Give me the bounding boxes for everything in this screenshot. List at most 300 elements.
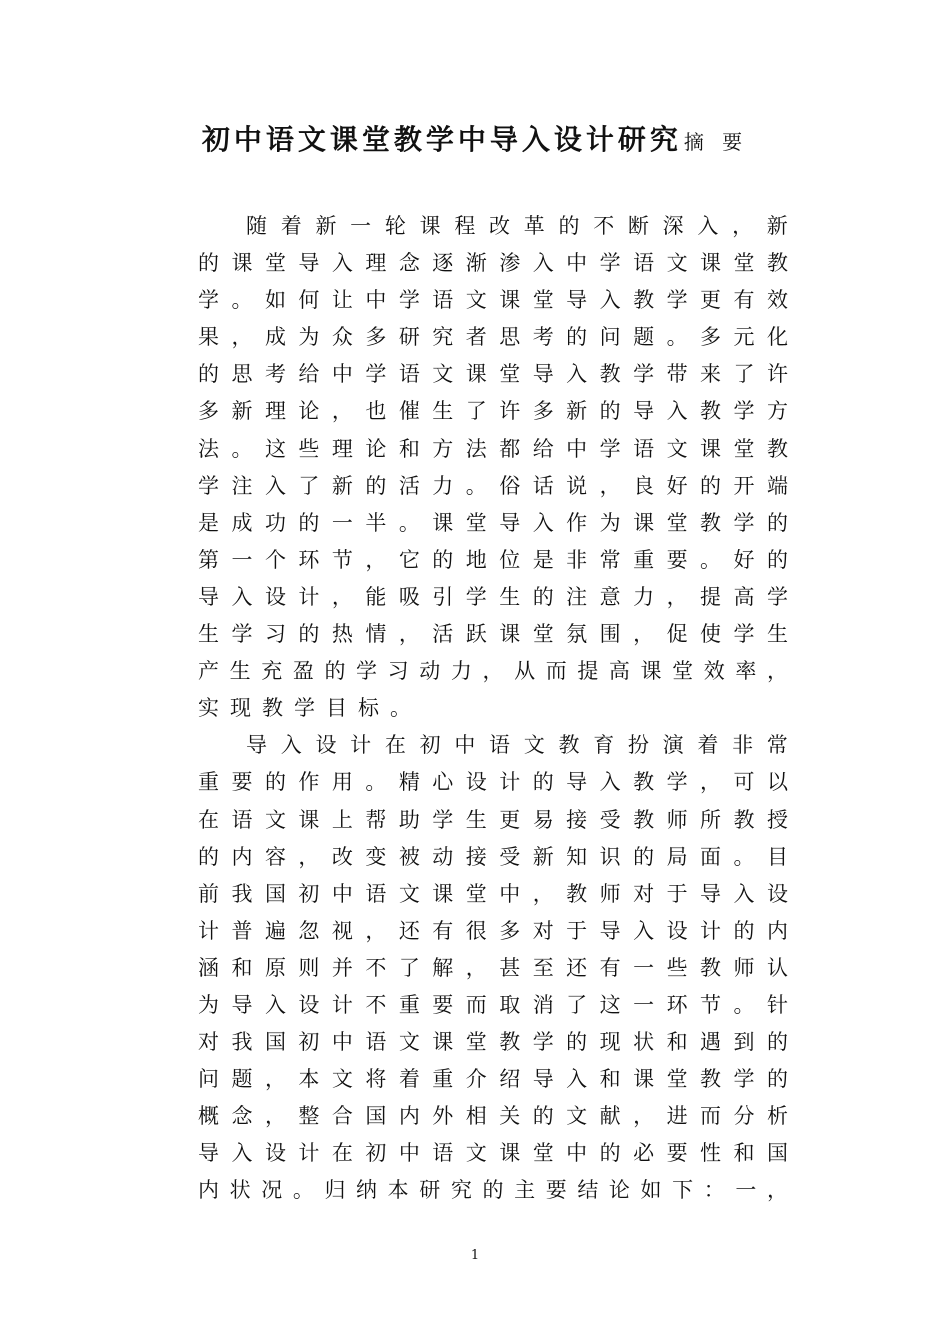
text-glyph: 教 bbox=[766, 436, 788, 461]
text-glyph: 半 bbox=[365, 510, 387, 535]
text-glyph: 堂 bbox=[532, 1141, 554, 1166]
text-glyph: 课 bbox=[499, 288, 521, 313]
text-glyph: 入 bbox=[532, 510, 554, 535]
text-glyph: 生 bbox=[229, 659, 251, 684]
text-glyph: 语 bbox=[432, 288, 454, 313]
text-glyph: 力 bbox=[633, 584, 655, 609]
title-main: 初中语文课堂教学中导入设计研究 bbox=[201, 123, 682, 156]
text-glyph: 。 bbox=[733, 844, 755, 869]
text-glyph: 常 bbox=[766, 733, 788, 758]
text-glyph: 入 bbox=[599, 770, 621, 795]
text-glyph: 考 bbox=[532, 325, 554, 350]
text-glyph: 课 bbox=[432, 510, 454, 535]
text-glyph: 学 bbox=[633, 362, 655, 387]
text-glyph: 中 bbox=[499, 881, 521, 906]
text-glyph: 这 bbox=[599, 992, 621, 1017]
text-glyph: 的 bbox=[700, 473, 722, 498]
text-glyph: 带 bbox=[666, 362, 688, 387]
text-glyph: 考 bbox=[264, 362, 286, 387]
text-line bbox=[198, 876, 788, 913]
text-glyph: 现 bbox=[230, 696, 251, 721]
text-glyph: 思 bbox=[499, 325, 521, 350]
text-glyph: 面 bbox=[700, 844, 722, 869]
text-glyph: 随 bbox=[246, 214, 267, 238]
text-glyph: 堂 bbox=[499, 362, 521, 387]
text-glyph: 有 bbox=[599, 955, 621, 980]
text-glyph: 学 bbox=[432, 807, 454, 832]
text-glyph: 初 bbox=[419, 733, 441, 758]
text-glyph: 导 bbox=[566, 770, 588, 795]
page-number: 1 bbox=[470, 1248, 480, 1263]
text-glyph: 文 bbox=[523, 733, 545, 758]
text-glyph: 法 bbox=[198, 436, 219, 461]
text-glyph: 助 bbox=[398, 807, 420, 832]
text-glyph: 状 bbox=[229, 1178, 251, 1203]
text-glyph: 容 bbox=[264, 844, 286, 869]
text-glyph: 到 bbox=[733, 1030, 755, 1055]
text-glyph: 。 bbox=[700, 547, 722, 572]
text-glyph: 内 bbox=[398, 1104, 420, 1129]
text-line bbox=[198, 319, 788, 356]
text-glyph: 堂 bbox=[264, 251, 286, 276]
text-glyph: 给 bbox=[532, 436, 554, 461]
text-glyph: 初 bbox=[298, 1030, 320, 1055]
text-glyph: 对 bbox=[198, 1030, 219, 1055]
text-glyph: 着 bbox=[398, 1067, 420, 1092]
text-glyph: 变 bbox=[365, 844, 387, 869]
text-glyph: 对 bbox=[633, 881, 655, 906]
text-line bbox=[198, 431, 788, 468]
text-glyph: 语 bbox=[633, 251, 655, 276]
text-line bbox=[198, 764, 788, 801]
text-glyph: 性 bbox=[700, 1141, 722, 1166]
text-glyph: 的 bbox=[633, 844, 655, 869]
text-glyph: 课 bbox=[700, 436, 722, 461]
text-glyph: ， bbox=[666, 584, 688, 609]
text-glyph: 纳 bbox=[356, 1178, 378, 1203]
text-glyph: 认 bbox=[766, 955, 788, 980]
text-glyph: 了 bbox=[398, 955, 420, 980]
text-glyph: ， bbox=[532, 881, 554, 906]
text-glyph: 入 bbox=[566, 362, 588, 387]
text-glyph: 环 bbox=[298, 547, 320, 572]
text-glyph: 和 bbox=[733, 1141, 755, 1166]
text-glyph: 题 bbox=[231, 1067, 253, 1092]
text-glyph: 的 bbox=[365, 473, 387, 498]
text-glyph: 方 bbox=[432, 436, 454, 461]
text-glyph: 吸 bbox=[398, 584, 420, 609]
text-glyph: 活 bbox=[398, 473, 420, 498]
text-glyph: 作 bbox=[298, 770, 320, 795]
text-glyph: 成 bbox=[231, 510, 253, 535]
text-glyph: 充 bbox=[261, 659, 283, 684]
text-glyph: 文 bbox=[666, 251, 688, 276]
text-glyph: 并 bbox=[331, 955, 353, 980]
text-glyph: 学 bbox=[398, 288, 420, 313]
text-glyph: 催 bbox=[398, 399, 420, 424]
text-glyph: 知 bbox=[566, 844, 588, 869]
text-line bbox=[198, 393, 788, 430]
text-glyph: 上 bbox=[331, 807, 353, 832]
text-glyph: 从 bbox=[514, 659, 536, 684]
text-glyph: 学 bbox=[599, 436, 621, 461]
text-glyph: 动 bbox=[419, 659, 441, 684]
text-glyph: 渗 bbox=[499, 251, 521, 276]
text-glyph: 教 bbox=[566, 881, 588, 906]
text-glyph: 导 bbox=[198, 584, 219, 609]
text-line bbox=[198, 1172, 788, 1209]
text-glyph: 本 bbox=[387, 1178, 409, 1203]
text-glyph: 新 bbox=[331, 473, 353, 498]
text-line bbox=[198, 208, 788, 245]
text-glyph: 高 bbox=[608, 659, 630, 684]
text-glyph: 论 bbox=[365, 436, 387, 461]
text-glyph: 以 bbox=[766, 770, 788, 795]
text-glyph: 不 bbox=[365, 955, 387, 980]
text-glyph: 力 bbox=[450, 659, 472, 684]
text-glyph: 的 bbox=[566, 325, 588, 350]
text-glyph: 的 bbox=[566, 1030, 588, 1055]
text-glyph: ， bbox=[365, 918, 387, 943]
text-glyph: 将 bbox=[365, 1067, 387, 1092]
text-glyph: 高 bbox=[733, 584, 755, 609]
text-glyph: 些 bbox=[666, 955, 688, 980]
text-glyph: 还 bbox=[566, 955, 588, 980]
text-glyph: 课 bbox=[640, 659, 662, 684]
text-glyph: 中 bbox=[331, 1030, 353, 1055]
text-glyph: 一 bbox=[633, 955, 655, 980]
text-glyph: 设 bbox=[264, 584, 286, 609]
text-glyph: 入 bbox=[280, 733, 302, 758]
text-glyph: 中 bbox=[566, 251, 588, 276]
text-glyph: 良 bbox=[633, 473, 655, 498]
text-glyph: 国 bbox=[766, 1141, 788, 1166]
text-glyph: 多 bbox=[198, 399, 219, 424]
text-glyph: 课 bbox=[499, 1141, 521, 1166]
text-glyph: 课 bbox=[700, 251, 722, 276]
text-glyph: 这 bbox=[264, 436, 286, 461]
text-glyph: 师 bbox=[666, 807, 688, 832]
text-glyph: 导 bbox=[532, 362, 554, 387]
text-glyph: 必 bbox=[633, 1141, 655, 1166]
text-glyph: 是 bbox=[198, 510, 219, 535]
text-glyph: ， bbox=[331, 399, 353, 424]
text-glyph: 目 bbox=[766, 844, 788, 869]
text-glyph: 。 bbox=[292, 1178, 314, 1203]
text-glyph: 研 bbox=[398, 325, 420, 350]
text-glyph: 计 bbox=[499, 770, 521, 795]
text-glyph: 。 bbox=[231, 288, 253, 313]
text-glyph: 的 bbox=[733, 918, 755, 943]
text-glyph: 标 bbox=[358, 696, 379, 721]
text-glyph: 教 bbox=[599, 362, 621, 387]
text-glyph: 文 bbox=[398, 1030, 420, 1055]
text-glyph: 的 bbox=[198, 844, 219, 869]
text-glyph: 学 bbox=[666, 288, 688, 313]
text-glyph: 进 bbox=[666, 1104, 688, 1129]
text-glyph: 导 bbox=[633, 399, 655, 424]
text-glyph: 率 bbox=[735, 659, 757, 684]
text-glyph: 一 bbox=[735, 1178, 757, 1203]
text-line bbox=[198, 727, 788, 764]
text-glyph: 如 bbox=[640, 1178, 662, 1203]
text-glyph: 氛 bbox=[566, 622, 588, 647]
text-glyph: 学 bbox=[294, 696, 315, 721]
text-glyph: 促 bbox=[666, 622, 688, 647]
text-glyph: 节 bbox=[700, 992, 722, 1017]
text-glyph: 。 bbox=[666, 325, 688, 350]
text-glyph: 课 bbox=[432, 881, 454, 906]
text-glyph: 位 bbox=[499, 547, 521, 572]
text-glyph: 一 bbox=[331, 510, 353, 535]
text-glyph: 概 bbox=[198, 1104, 219, 1129]
text-glyph: 学 bbox=[599, 251, 621, 276]
text-glyph: 理 bbox=[365, 251, 387, 276]
text-glyph: 导 bbox=[532, 1067, 554, 1092]
text-glyph: 针 bbox=[766, 992, 788, 1017]
text-glyph: 话 bbox=[532, 473, 554, 498]
text-glyph: 入 bbox=[231, 1141, 253, 1166]
text-glyph: 语 bbox=[633, 436, 655, 461]
text-glyph: 。 bbox=[390, 696, 411, 721]
text-glyph: 前 bbox=[198, 881, 219, 906]
text-glyph: 。 bbox=[365, 770, 387, 795]
text-glyph: 堂 bbox=[733, 436, 755, 461]
text-glyph: 入 bbox=[231, 584, 253, 609]
text-glyph: 堂 bbox=[666, 510, 688, 535]
text-glyph: 堂 bbox=[465, 1030, 487, 1055]
text-glyph: 不 bbox=[365, 992, 387, 1017]
text-glyph: ， bbox=[766, 1178, 788, 1203]
text-glyph: 的 bbox=[599, 1141, 621, 1166]
text-glyph: 的 bbox=[264, 770, 286, 795]
text-glyph: 语 bbox=[432, 1141, 454, 1166]
text-glyph: 课 bbox=[298, 807, 320, 832]
text-glyph: 视 bbox=[331, 918, 353, 943]
text-glyph: 好 bbox=[733, 547, 755, 572]
text-glyph: 归 bbox=[324, 1178, 346, 1203]
text-glyph: 。 bbox=[231, 436, 253, 461]
text-glyph: 教 bbox=[700, 510, 722, 535]
text-glyph: 国 bbox=[365, 1104, 387, 1129]
text-line bbox=[198, 356, 788, 393]
text-glyph: 学 bbox=[356, 659, 378, 684]
text-glyph: 普 bbox=[231, 918, 253, 943]
text-glyph: 文 bbox=[465, 288, 487, 313]
text-glyph: 初 bbox=[298, 881, 320, 906]
text-glyph: 重 bbox=[633, 547, 655, 572]
text-glyph: 。 bbox=[465, 473, 487, 498]
text-glyph: 学 bbox=[733, 1067, 755, 1092]
text-glyph: 入 bbox=[733, 881, 755, 906]
text-glyph: 设 bbox=[766, 881, 788, 906]
text-glyph: 的 bbox=[532, 1104, 554, 1129]
text-glyph: 引 bbox=[432, 584, 454, 609]
text-glyph: 生 bbox=[432, 399, 454, 424]
text-glyph: 作 bbox=[566, 510, 588, 535]
text-glyph: 研 bbox=[419, 1178, 441, 1203]
text-glyph: 理 bbox=[264, 399, 286, 424]
text-glyph: 元 bbox=[733, 325, 755, 350]
text-glyph: 相 bbox=[465, 1104, 487, 1129]
text-glyph: 学 bbox=[766, 584, 788, 609]
text-glyph: 如 bbox=[264, 288, 286, 313]
text-glyph: 内 bbox=[198, 1178, 219, 1203]
text-glyph: 教 bbox=[766, 251, 788, 276]
text-glyph: 产 bbox=[198, 659, 219, 684]
text-glyph: 断 bbox=[627, 214, 649, 238]
text-glyph: 情 bbox=[365, 622, 387, 647]
text-glyph: 入 bbox=[331, 251, 353, 276]
text-glyph: 入 bbox=[264, 473, 286, 498]
text-glyph: 的 bbox=[532, 584, 554, 609]
text-glyph: 新 bbox=[315, 214, 337, 238]
text-glyph: ， bbox=[331, 584, 353, 609]
text-glyph: 中 bbox=[365, 288, 387, 313]
text-line bbox=[198, 839, 788, 876]
text-glyph: 轮 bbox=[384, 214, 406, 238]
text-glyph: 节 bbox=[331, 547, 353, 572]
text-line bbox=[198, 579, 788, 616]
text-glyph: ， bbox=[482, 659, 504, 684]
text-line bbox=[198, 542, 788, 579]
text-glyph: 文 bbox=[264, 807, 286, 832]
text-glyph: 更 bbox=[499, 807, 521, 832]
text-glyph: 目 bbox=[326, 696, 347, 721]
text-glyph: 学 bbox=[465, 584, 487, 609]
text-glyph: 文 bbox=[666, 436, 688, 461]
text-glyph: 环 bbox=[666, 992, 688, 1017]
text-line bbox=[198, 987, 788, 1024]
text-glyph: 堂 bbox=[532, 288, 554, 313]
text-glyph: 来 bbox=[700, 362, 722, 387]
text-line bbox=[198, 802, 788, 839]
text-glyph: 被 bbox=[398, 844, 420, 869]
text-glyph: 改 bbox=[331, 844, 353, 869]
text-glyph: 课 bbox=[633, 1067, 655, 1092]
text-glyph: 为 bbox=[298, 325, 320, 350]
text-glyph: 堂 bbox=[672, 659, 694, 684]
text-glyph: 在 bbox=[384, 733, 406, 758]
text-glyph: 状 bbox=[633, 1030, 655, 1055]
text-glyph: 授 bbox=[766, 807, 788, 832]
text-glyph: 下 bbox=[672, 1178, 694, 1203]
text-glyph: 国 bbox=[264, 881, 286, 906]
text-glyph: 演 bbox=[662, 733, 684, 758]
text-glyph: 和 bbox=[599, 1067, 621, 1092]
text-glyph: 接 bbox=[465, 844, 487, 869]
text-glyph: 导 bbox=[231, 992, 253, 1017]
text-glyph: 课 bbox=[499, 622, 521, 647]
text-glyph: 堂 bbox=[666, 1067, 688, 1092]
text-glyph: 。 bbox=[398, 510, 420, 535]
text-glyph: 则 bbox=[298, 955, 320, 980]
text-glyph: 语 bbox=[365, 881, 387, 906]
text-glyph: 师 bbox=[733, 955, 755, 980]
text-glyph: 课 bbox=[465, 362, 487, 387]
text-glyph: 多 bbox=[365, 325, 387, 350]
text-glyph: 现 bbox=[599, 1030, 621, 1055]
text-glyph: 堂 bbox=[532, 622, 554, 647]
text-glyph: 入 bbox=[532, 251, 554, 276]
text-glyph: 新 bbox=[532, 844, 554, 869]
text-glyph: 语 bbox=[231, 807, 253, 832]
text-glyph: 语 bbox=[489, 733, 511, 758]
text-glyph: 的 bbox=[198, 362, 219, 387]
text-glyph: 中 bbox=[566, 1141, 588, 1166]
text-glyph: ： bbox=[703, 1178, 725, 1203]
text-glyph: 接 bbox=[566, 807, 588, 832]
text-glyph: 学 bbox=[365, 362, 387, 387]
text-glyph: 整 bbox=[298, 1104, 320, 1129]
text-glyph: 而 bbox=[700, 1104, 722, 1129]
text-glyph: 问 bbox=[198, 1067, 219, 1092]
text-glyph: 国 bbox=[264, 1030, 286, 1055]
text-glyph: 思 bbox=[231, 362, 253, 387]
text-glyph: 解 bbox=[432, 955, 454, 980]
text-glyph: 文 bbox=[465, 1141, 487, 1166]
text-line bbox=[198, 505, 788, 542]
text-glyph: 学 bbox=[666, 770, 688, 795]
text-glyph: 入 bbox=[633, 918, 655, 943]
text-glyph: 第 bbox=[198, 547, 219, 572]
text-glyph: 分 bbox=[733, 1104, 755, 1129]
text-glyph: 中 bbox=[331, 881, 353, 906]
text-glyph: 效 bbox=[766, 288, 788, 313]
text-glyph: 可 bbox=[733, 770, 755, 795]
text-glyph: 识 bbox=[599, 844, 621, 869]
text-glyph: 说 bbox=[566, 473, 588, 498]
text-glyph: 生 bbox=[766, 622, 788, 647]
title-abstract-label: 摘 要 bbox=[683, 130, 749, 154]
text-glyph: 的 bbox=[298, 622, 320, 647]
text-glyph: 新 bbox=[766, 214, 788, 238]
text-glyph: ， bbox=[365, 547, 387, 572]
document-title bbox=[0, 118, 950, 158]
text-glyph: 非 bbox=[566, 547, 588, 572]
text-glyph: 的 bbox=[324, 659, 346, 684]
text-glyph: 和 bbox=[666, 1030, 688, 1055]
text-glyph: 俗 bbox=[499, 473, 521, 498]
text-glyph: 课 bbox=[432, 1030, 454, 1055]
text-glyph: 导 bbox=[499, 510, 521, 535]
text-glyph: 提 bbox=[700, 584, 722, 609]
text-glyph: 学 bbox=[198, 288, 219, 313]
text-glyph: 有 bbox=[432, 918, 454, 943]
text-glyph: 成 bbox=[264, 325, 286, 350]
text-glyph: 化 bbox=[766, 325, 788, 350]
text-glyph: 学 bbox=[733, 399, 755, 424]
text-glyph: 于 bbox=[566, 918, 588, 943]
text-glyph: 的 bbox=[432, 547, 454, 572]
text-glyph: 习 bbox=[387, 659, 409, 684]
text-glyph: 新 bbox=[231, 399, 253, 424]
text-glyph: 导 bbox=[298, 251, 320, 276]
text-glyph: 涵 bbox=[198, 955, 219, 980]
text-glyph: 计 bbox=[350, 733, 372, 758]
text-glyph: 题 bbox=[633, 325, 655, 350]
text-glyph: 实 bbox=[198, 696, 219, 721]
text-glyph: 渐 bbox=[465, 251, 487, 276]
text-glyph: ， bbox=[398, 622, 420, 647]
text-glyph: 革 bbox=[523, 214, 545, 238]
text-glyph: 教 bbox=[633, 807, 655, 832]
text-glyph: 和 bbox=[398, 436, 420, 461]
text-glyph: 本 bbox=[298, 1067, 320, 1092]
text-glyph: 师 bbox=[599, 881, 621, 906]
text-glyph: 局 bbox=[666, 844, 688, 869]
text-glyph: 课 bbox=[419, 214, 441, 238]
